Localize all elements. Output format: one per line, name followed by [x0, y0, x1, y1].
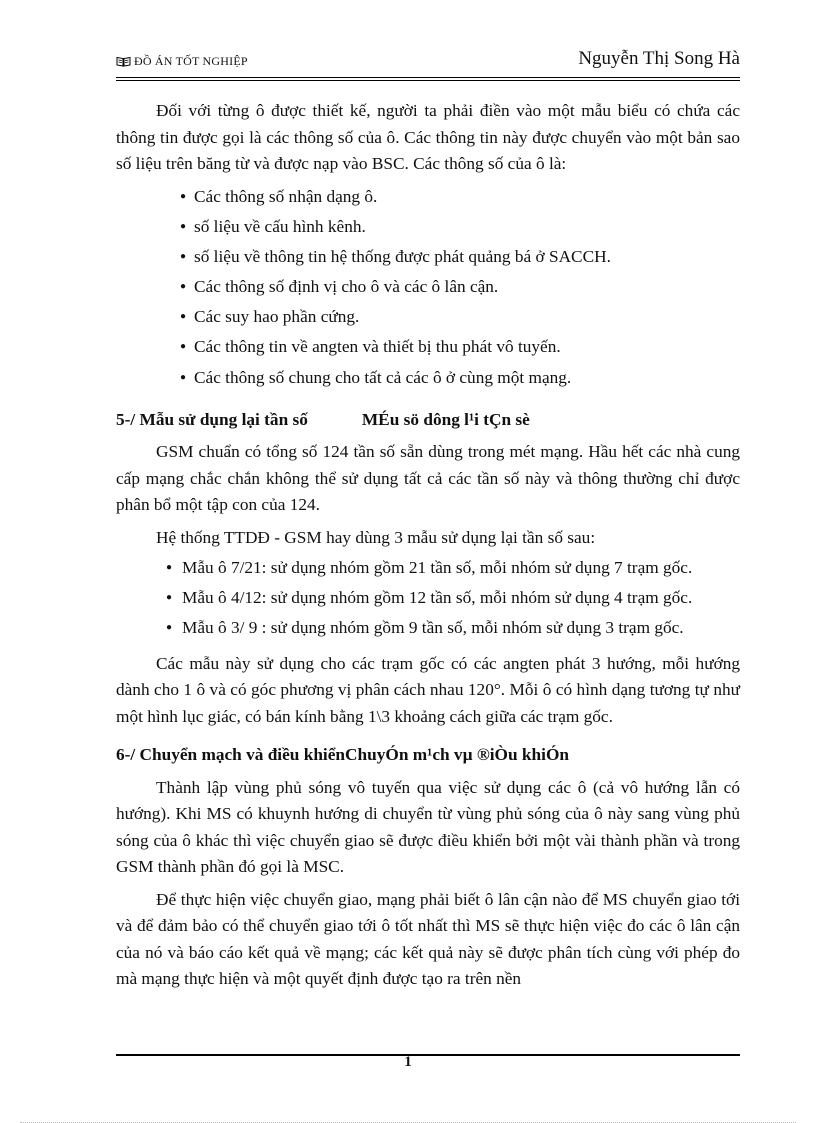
reuse-patterns-list — [116, 555, 740, 644]
cell-parameters-list — [116, 184, 740, 395]
page-header — [116, 46, 740, 76]
list-item: ● Các suy hao phần cứng. — [116, 304, 740, 334]
paragraph-handover-measurement: Để thực hiện việc chuyển giao, mạng phải biết ô lân cận nào để MS chuyển giao tới và để đảm bảo có thể chuyển giao tới ô tốt nhất thì MS sẽ thực hiện việc đo các ô lân cận của nó và báo cáo kết quả về mạng; các kết quả này sẽ được phân tích cùng với phép đo mà mạng thực hiện và một quyết định được tạo ra trên nền — [116, 889, 740, 989]
author-name: Nguyễn Thị Song Hà — [578, 48, 740, 69]
section-heading-legacy-text: MÉu sö dông l¹i tÇn sè — [361, 409, 530, 429]
section-heading-legacy-text: ChuyÓn m¹ch vµ ®iÒu khiÓn — [345, 745, 570, 765]
list-item: ● Các thông tin về angten và thiết bị thu phát vô tuyến. — [116, 334, 740, 364]
paragraph-reuse-patterns-intro: Hệ thống TTDĐ - GSM hay dùng 3 mẫu sử dụng lại tần số sau: — [156, 527, 596, 547]
list-item: ● Các thông số nhận dạng ô. — [116, 184, 740, 214]
list-item: ● Mẫu ô 3/ 9 : sử dụng nhóm gồm 9 tần số, mỗi nhóm sử dụng 3 trạm gốc. — [116, 615, 740, 645]
list-item: ● Mẫu ô 7/21: sử dụng nhóm gồm 21 tần số, mỗi nhóm sử dụng 7 trạm gốc. — [116, 555, 740, 585]
document-type-text: ĐỒ ÁN TỐT NGHIỆP — [134, 54, 248, 68]
paragraph-cell-parameters: Đối với từng ô được thiết kế, người ta phải điền vào một mẫu biểu có chứa các thông tin được gọi là các thông số của ô. Các thông tin này được chuyển vào một bản sao số liệu trên băng từ và được nạp vào BSC. Các thông số của ô là: — [116, 101, 740, 173]
paragraph-handover: Thành lập vùng phủ sóng vô tuyến qua việc sử dụng các ô (cả vô hướng lẫn có hướng). Khi MS có khuynh hướng di chuyển từ vùng phủ sóng của ô này sang vùng phủ sóng của ô khác thì việc chuyển giao sẽ được điều khiển bởi một vài thành phần và trong GSM thành phần đó gọi là MSC. — [116, 777, 740, 877]
paragraph-antenna-patterns: Các mẫu này sử dụng cho các trạm gốc có các angten phát 3 hướng, mỗi hướng dành cho 1 ô và có góc phương vị phân cách nhau 120°. Mỗi ô có hình dạng tương tự như một hình lục giác, có bán kính bằng 1\3 khoảng cách giữa các trạm gốc. — [116, 653, 740, 726]
section-heading-6 — [116, 742, 740, 769]
header-divider — [116, 77, 740, 81]
section-heading-5 — [116, 407, 740, 434]
section-heading-text: 6-/ Chuyển mạch và điều khiển — [116, 745, 346, 765]
section-heading-text: 5-/ Mẫu sử dụng lại tần số — [116, 409, 308, 429]
paragraph-gsm-frequencies: GSM chuẩn có tổng số 124 tần số sẵn dùng trong mét mạng. Hầu hết các nhà cung cấp mạng chắc chắn không thể sử dụng tất cả các tần số này và thông thường chỉ được phân bổ một tập con của 124. — [116, 442, 740, 515]
list-item: ● số liệu về thông tin hệ thống được phát quảng bá ở SACCH. — [116, 244, 740, 274]
book-icon — [116, 56, 131, 67]
list-item: ● Các thông số định vị cho ô và các ô lân cận. — [116, 274, 740, 304]
page-number: 1 — [404, 1054, 412, 1070]
page-content — [116, 98, 740, 993]
list-item: ● Các thông số chung cho tất cả các ô ở cùng một mạng. — [116, 365, 740, 395]
document-type-label — [116, 54, 248, 69]
list-item: ● số liệu về cấu hình kênh. — [116, 214, 740, 244]
list-item: ● Mẫu ô 4/12: sử dụng nhóm gồm 12 tần số, mỗi nhóm sử dụng 4 trạm gốc. — [116, 585, 740, 615]
